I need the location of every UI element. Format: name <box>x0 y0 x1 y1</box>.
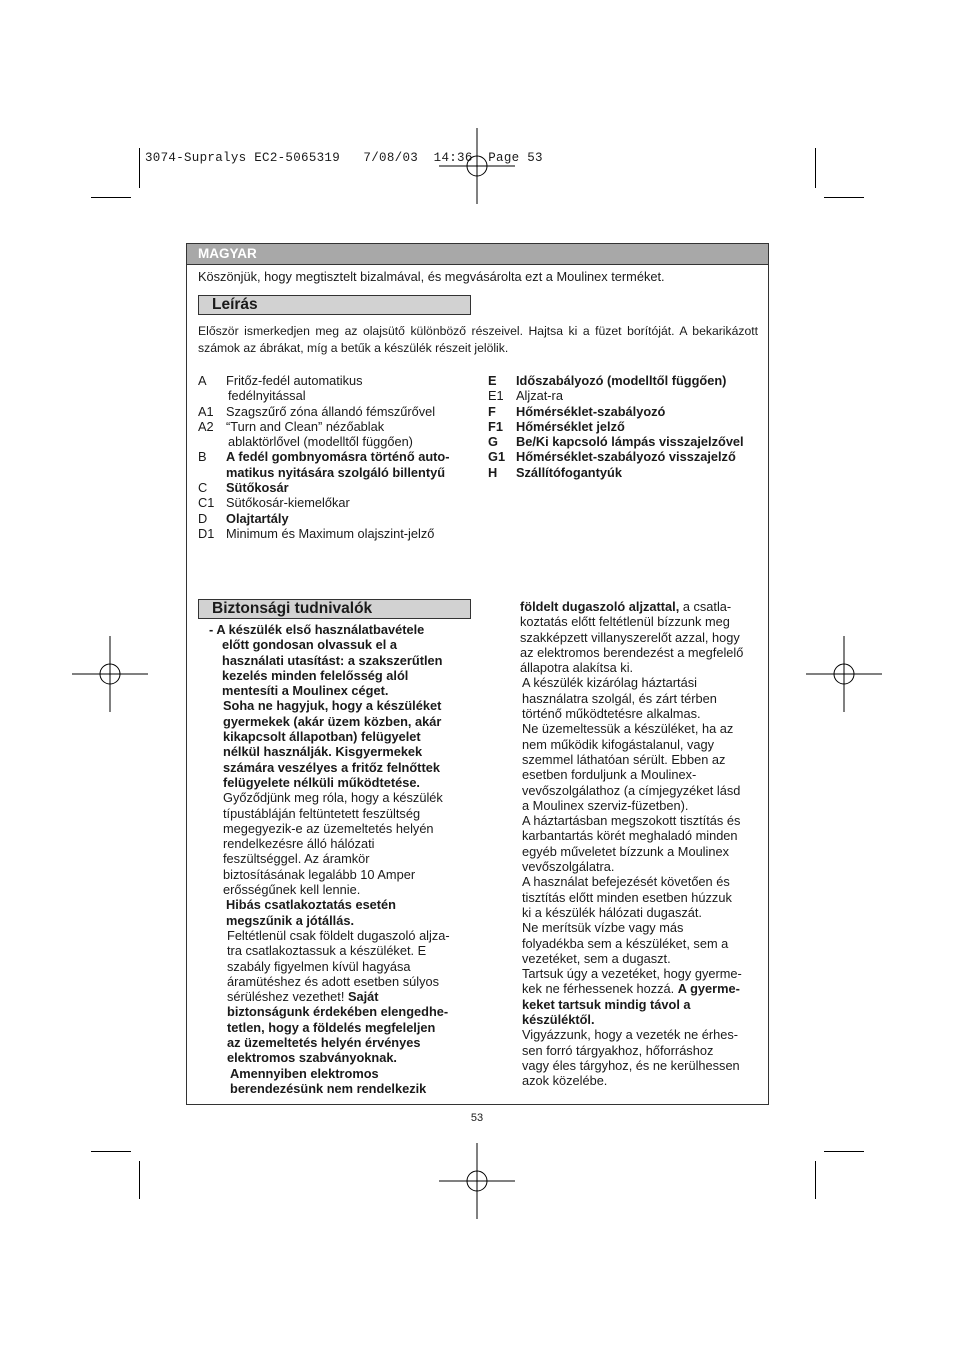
part-row <box>198 449 473 464</box>
text-run: erősségűnek kell lennie. <box>223 882 361 898</box>
text-run: számára veszélyes a fritőz felnőttek <box>223 759 440 775</box>
text-run: berendezésünk nem rendelkezik <box>230 1080 427 1096</box>
text-run: előtt gondosan olvassuk el a <box>222 637 397 653</box>
text-run: állapotra alakítsa ki. <box>520 660 634 676</box>
part-key: F1 <box>488 418 503 434</box>
text-line <box>520 783 760 798</box>
registration-mark-icon <box>72 636 148 712</box>
text-line <box>209 989 479 1004</box>
text-run: Tartsuk úgy a vezetéket, hogy gyerme- <box>522 966 742 982</box>
parts-list-left <box>198 373 473 541</box>
text-line <box>520 614 760 629</box>
part-row <box>488 465 768 480</box>
crop-mark <box>815 148 816 188</box>
text-line <box>209 836 479 851</box>
content-frame <box>186 243 769 1105</box>
text-line <box>520 675 760 690</box>
text-run: típustábláján feltüntetett feszültség <box>223 805 421 821</box>
text-run: Soha ne hagyjuk, hogy a készüléket <box>223 698 442 714</box>
text-line <box>520 844 760 859</box>
text-line <box>520 981 760 996</box>
text-line <box>520 890 760 905</box>
text-run: tetlen, hogy a földelés megfeleljen <box>227 1019 436 1035</box>
text-line <box>520 859 760 874</box>
text-run: - A készülék első használatbavétele <box>209 622 425 637</box>
text-run: szakképzett villanyszerelőt azzal, hogy <box>520 629 740 645</box>
safety-text-left <box>209 622 479 1096</box>
text-run: szabály figyelmen kívül hagyása <box>227 958 411 974</box>
text-line <box>520 813 760 828</box>
text-run: egyéb műveletet bízzunk a Moulinex <box>522 843 729 859</box>
safety-heading <box>198 599 471 619</box>
text-line <box>209 959 479 974</box>
crop-mark <box>91 197 131 198</box>
text-run: Győződjünk meg róla, hogy a készülék <box>223 790 443 806</box>
part-row <box>198 434 473 449</box>
part-row <box>198 465 473 480</box>
part-key <box>198 388 226 403</box>
part-label: Olajtartály <box>226 510 289 526</box>
part-label: Fritőz-fedél automatikus <box>226 373 363 388</box>
text-run: Amennyiben elektromos <box>230 1065 379 1081</box>
text-run: biztonságunk érdekében elengedhe- <box>227 1004 449 1020</box>
text-run: készüléktől. <box>522 1012 595 1028</box>
part-key <box>198 434 226 449</box>
text-run: tisztítás előtt minden esetben húzzuk <box>522 889 732 905</box>
text-line <box>209 1081 479 1096</box>
part-row <box>488 404 768 419</box>
text-run: keket tartsuk mindig távol a <box>522 996 691 1012</box>
part-row <box>488 449 768 464</box>
text-line <box>209 974 479 989</box>
text-line <box>209 1050 479 1065</box>
part-row <box>198 480 473 495</box>
part-label: “Turn and Clean” nézőablak <box>226 418 385 434</box>
part-label: Szállítófogantyúk <box>516 464 622 480</box>
text-run: Feltétlenül csak földelt dugaszoló aljza- <box>227 927 450 943</box>
part-row <box>198 419 473 434</box>
text-line <box>520 966 760 981</box>
part-row <box>488 419 768 434</box>
leiras-heading <box>198 295 471 315</box>
part-label: Sütőkosár <box>226 480 289 496</box>
text-run: Vigyázzunk, hogy a vezeték ne érhes- <box>522 1027 739 1043</box>
part-key: A1 <box>198 403 214 419</box>
text-line <box>520 706 760 721</box>
text-line <box>209 653 479 668</box>
part-label: Be/Ki kapcsoló lámpás visszajelzővel <box>516 434 744 450</box>
text-line <box>209 790 479 805</box>
text-line <box>520 630 760 645</box>
text-run: szemmel láthatóan sérült. Ebben az <box>522 751 726 767</box>
text-run: mentesíti a Moulinex céget. <box>222 683 389 699</box>
text-run: kikapcsolt állapotban) felügyelet <box>223 729 421 745</box>
registration-mark-icon <box>806 636 882 712</box>
text-run: a csatla- <box>679 599 732 614</box>
text-run: történő működtetésre alkalmas. <box>522 706 701 722</box>
text-run: vagy éles tárgyhoz, és ne kerülhessen <box>522 1057 740 1073</box>
part-key: E <box>488 373 497 388</box>
part-row <box>198 526 473 541</box>
text-run: ki a készülék hálózati dugaszát. <box>522 904 702 920</box>
part-key: B <box>198 449 207 465</box>
text-run: A gyerme- <box>677 981 740 997</box>
text-line <box>520 1027 760 1042</box>
text-line <box>209 851 479 866</box>
text-line <box>209 760 479 775</box>
part-key: D1 <box>198 525 215 541</box>
text-run: földelt dugaszoló aljzattal, <box>520 599 680 614</box>
text-run: vevőszolgálathoz (a címjegyzéket lásd <box>522 782 741 798</box>
text-line <box>209 698 479 713</box>
part-label: Minimum és Maximum olajszint-jelző <box>226 525 435 541</box>
text-line <box>209 806 479 821</box>
text-line <box>520 721 760 736</box>
part-key: A2 <box>198 418 214 434</box>
text-run: tra csatlakoztassuk a készüléket. E <box>227 943 427 959</box>
text-line <box>520 767 760 782</box>
crop-mark <box>91 1151 131 1152</box>
part-key <box>198 465 226 480</box>
text-run: sen forró tárgyakhoz, hőforráshoz <box>522 1042 714 1058</box>
text-line <box>209 622 479 637</box>
text-line <box>520 905 760 920</box>
text-line <box>209 1035 479 1050</box>
text-line <box>209 668 479 683</box>
text-line <box>209 683 479 698</box>
text-line <box>520 691 760 706</box>
text-line <box>209 1020 479 1035</box>
text-run: használati utasítást: a szakszerűtlen <box>222 652 443 668</box>
text-line <box>209 943 479 958</box>
leiras-title: Leírás <box>212 296 258 313</box>
text-run: koztatás előtt feltétlenül bízzunk meg <box>520 614 730 630</box>
text-line <box>520 660 760 675</box>
safety-text-right <box>520 599 760 1089</box>
text-run: megszűnik a jótállás. <box>226 912 355 928</box>
section-label: MAGYAR <box>198 246 257 261</box>
part-label: Sütőkosár-kiemelőkar <box>226 495 350 511</box>
text-line <box>520 920 760 935</box>
text-line <box>520 874 760 889</box>
crop-mark <box>824 197 864 198</box>
part-row <box>198 511 473 526</box>
parts-list-right <box>488 373 768 480</box>
crop-mark <box>815 1161 816 1199</box>
safety-title: Biztonsági tudnivalók <box>212 600 373 617</box>
text-line <box>209 637 479 652</box>
text-line <box>209 714 479 729</box>
text-run: sérüléshez vezethet! <box>227 989 348 1005</box>
text-run: elektromos szabványoknak. <box>227 1050 397 1066</box>
text-line <box>520 1012 760 1027</box>
text-run: megegyezik-e az üzemeltetés helyén <box>223 820 434 836</box>
part-row <box>488 373 768 388</box>
text-line <box>520 997 760 1012</box>
text-line <box>520 752 760 767</box>
part-label: Időszabályozó (modelltől függően) <box>516 373 727 388</box>
crop-mark <box>139 1161 140 1199</box>
text-run: folyadékba sem a készüléket, sem a <box>522 935 729 951</box>
crop-mark <box>139 148 140 188</box>
part-key: C <box>198 480 208 496</box>
text-run: Hibás csatlakoztatás esetén <box>226 897 396 913</box>
text-line <box>209 897 479 912</box>
part-row <box>488 388 768 403</box>
part-row <box>198 373 473 388</box>
text-run: használatra szolgál, és zárt térben <box>522 690 717 706</box>
text-run: rendelkezésre álló hálózati <box>223 836 375 852</box>
text-run: kek ne férhessenek hozzá. <box>522 981 678 997</box>
leiras-text: Először ismerkedjen meg az olajsütő különböző részeivel. Hajtsa ki a füzet borítóját. A bekarikázott számok az ábrákat, míg a betűk a készülék részeit jelölik. <box>198 324 758 355</box>
intro-text: Köszönjük, hogy megtisztelt bizalmával, és megvásárolta ezt a Moulinex terméket. <box>198 269 665 284</box>
text-line <box>209 913 479 928</box>
part-key: A <box>198 373 207 388</box>
text-line <box>520 828 760 843</box>
text-run: feszültséggel. Az áramkör <box>223 851 370 867</box>
text-run: Saját <box>347 989 379 1005</box>
text-line <box>520 936 760 951</box>
part-label: ablaktörlővel (modelltől függően) <box>228 434 413 450</box>
text-line <box>209 821 479 836</box>
part-label: fedélnyitással <box>228 388 306 404</box>
part-key: F <box>488 403 496 419</box>
text-line <box>520 737 760 752</box>
part-label: matikus nyitására szolgáló billentyű <box>226 464 446 480</box>
part-key: D <box>198 510 208 526</box>
text-line <box>520 1058 760 1073</box>
part-key: H <box>488 464 498 480</box>
text-run: nélkül használják. Kisgyermekek <box>223 744 423 760</box>
part-label: Hőmérséklet-szabályozó <box>516 403 666 419</box>
text-run: karbantartás körét meghaladó minden <box>522 828 738 844</box>
text-line <box>209 744 479 759</box>
text-run: A használat befejezését követően és <box>522 874 730 890</box>
text-run: biztosításának legalább 10 Amper <box>223 866 416 882</box>
text-line <box>209 882 479 897</box>
part-key: E1 <box>488 388 504 404</box>
text-line <box>520 1073 760 1088</box>
text-run: vezetéket, sem a dugaszt. <box>522 950 671 966</box>
text-line <box>520 645 760 660</box>
text-line <box>209 775 479 790</box>
text-run: vevőszolgálatra. <box>522 859 615 875</box>
text-run: Ne üzemeltessük a készüléket, ha az <box>522 721 734 737</box>
part-key: C1 <box>198 495 215 511</box>
text-line <box>209 928 479 943</box>
crop-mark <box>824 1151 864 1152</box>
text-run: az üzemeltetés helyén érvényes <box>227 1035 421 1051</box>
text-line <box>520 798 760 813</box>
text-run: Ne merítsük vízbe vagy más <box>522 920 684 936</box>
text-run: esetben forduljunk a Moulinex- <box>522 767 697 783</box>
text-line <box>209 1066 479 1081</box>
text-line <box>520 1043 760 1058</box>
text-run: nem működik kifogástalanul, vagy <box>522 736 715 752</box>
part-row <box>198 404 473 419</box>
section-bar <box>187 244 768 265</box>
text-run: felügyelete nélküli működtetése. <box>223 774 420 790</box>
part-label: Hőmérséklet-szabályozó visszajelző <box>516 449 736 465</box>
part-label: Hőmérséklet jelző <box>516 418 625 434</box>
part-row <box>198 388 473 403</box>
page-number: 53 <box>470 1112 484 1124</box>
text-line <box>209 1004 479 1019</box>
text-run: azok közelébe. <box>522 1073 608 1089</box>
text-line <box>520 951 760 966</box>
text-run: áramütéshez és adott esetben súlyos <box>227 973 439 989</box>
text-run: gyermekek (akár üzem közben, akár <box>223 713 442 729</box>
part-row <box>198 495 473 510</box>
part-key: G <box>488 434 498 450</box>
text-run: a Moulinex szerviz-füzetben). <box>522 797 689 813</box>
text-run: kezelés minden felelősség alól <box>222 667 409 683</box>
text-run: az elektromos berendezést a megfelelő <box>520 644 744 660</box>
text-run: A háztartásban megszokott tisztítás és <box>522 813 741 829</box>
part-label: Szagszűrő zóna állandó fémszűrővel <box>226 403 436 419</box>
text-line <box>209 729 479 744</box>
part-label: Aljzat-ra <box>516 388 563 404</box>
part-row <box>488 434 768 449</box>
part-label: A fedél gombnyomásra történő auto- <box>226 449 450 465</box>
registration-mark-icon <box>439 1143 515 1219</box>
print-slug: 3074-Supralys EC2-5065319 7/08/03 14:36 Page 53 <box>145 151 543 165</box>
text-line <box>209 867 479 882</box>
text-line <box>520 599 760 614</box>
registration-mark-icon <box>439 128 515 204</box>
part-key: G1 <box>488 449 506 465</box>
text-run: A készülék kizárólag háztartási <box>522 675 697 691</box>
